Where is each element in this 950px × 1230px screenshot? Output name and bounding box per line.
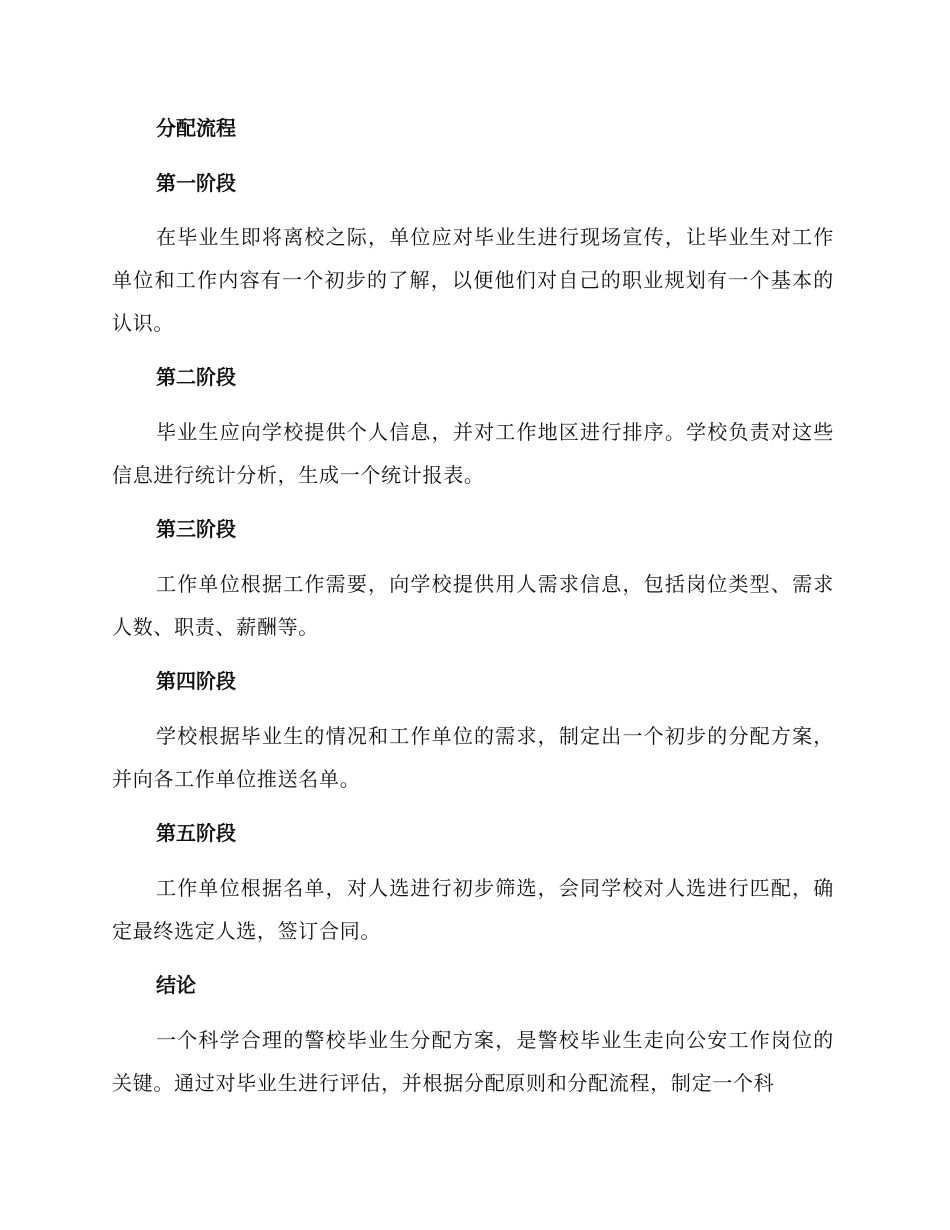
- conclusion-title: 结论: [156, 973, 196, 997]
- conclusion-paragraph: 一个科学合理的警校毕业生分配方案，是警校毕业生走向公安工作岗位的关键。通过对毕业生进行评估，并根据分配原则和分配流程，制定一个科: [112, 1028, 834, 1095]
- stage-4-title: 第四阶段: [156, 669, 236, 693]
- stage-3-title: 第三阶段: [156, 517, 236, 541]
- stage-1-title: 第一阶段: [156, 171, 236, 195]
- stage-1-paragraph: 在毕业生即将离校之际，单位应对毕业生进行现场宣传，让毕业生对工作单位和工作内容有一个初步的了解，以便他们对自己的职业规划有一个基本的认识。: [112, 225, 834, 335]
- stage-4-paragraph: 学校根据毕业生的情况和工作单位的需求，制定出一个初步的分配方案，并向各工作单位推送名单。: [112, 724, 834, 791]
- stage-2-paragraph: 毕业生应向学校提供个人信息，并对工作地区进行排序。学校负责对这些信息进行统计分析，生成一个统计报表。: [112, 420, 834, 487]
- section-title: 分配流程: [156, 116, 236, 140]
- stage-2-title: 第二阶段: [156, 365, 236, 389]
- stage-5-paragraph: 工作单位根据名单，对人选进行初步筛选，会同学校对人选进行匹配，确定最终选定人选，签订合同。: [112, 876, 834, 943]
- stage-5-title: 第五阶段: [156, 821, 236, 845]
- stage-3-paragraph: 工作单位根据工作需要，向学校提供用人需求信息，包括岗位类型、需求人数、职责、薪酬等。: [112, 572, 834, 639]
